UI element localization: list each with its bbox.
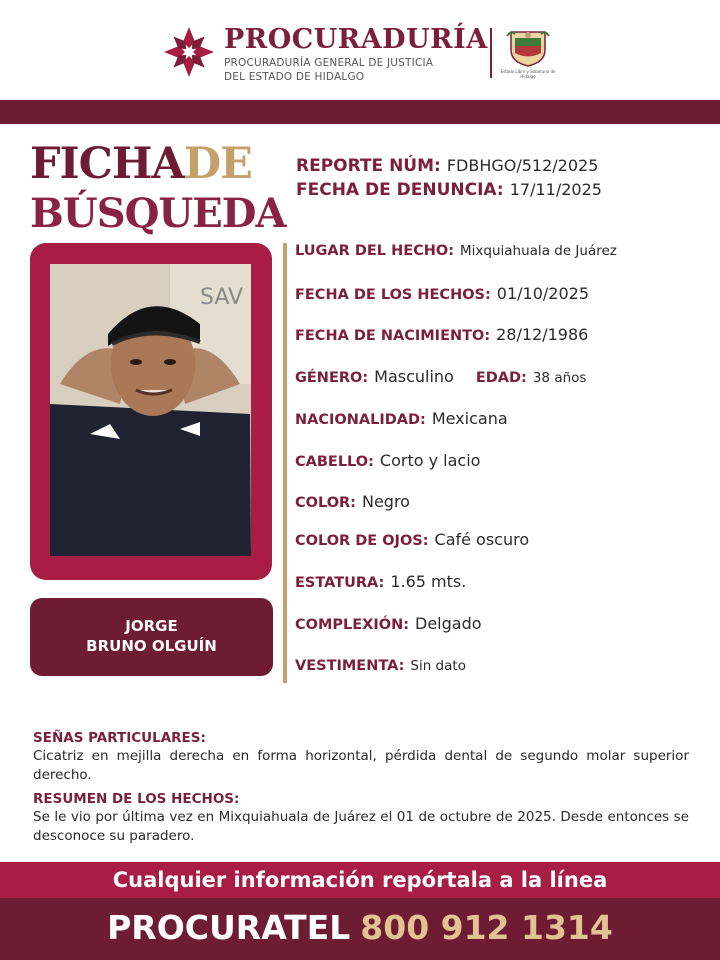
color-value: Negro [361,492,410,511]
header [0,0,720,100]
field-nacimiento [295,325,588,344]
nacionalidad-value: Mexicana [431,409,508,428]
resumen-text: Se le vio por última vez en Mixquiahuala de Juárez el 01 de octubre de 2025. Desde entonces se desconoce su paradero. [33,809,689,844]
genero-label: GÉNERO: [295,370,369,386]
cabello-label: CABELLO: [295,454,374,470]
report-number-value: FDBHGO/512/2025 [446,156,599,175]
person-name-box [30,598,273,676]
procuratel-phone[interactable]: 800 912 1314 [360,908,613,947]
person-silhouette [50,264,251,556]
svg-text:SAV: SAV [200,285,244,310]
cabello-value: Corto y lacio [379,451,481,470]
senas-label: SEÑAS PARTICULARES: [33,730,206,746]
report-date-label: FECHA DE DENUNCIA: [296,180,504,200]
complexion-label: COMPLEXIÓN: [295,617,410,633]
fecha-hechos-value: 01/10/2025 [496,284,589,303]
ojos-label: COLOR DE OJOS: [295,533,429,549]
person-first-name: JORGE [125,617,178,635]
report-date-value: 17/11/2025 [509,180,602,199]
title-ficha: FICHA [30,139,184,189]
fecha-hechos-label: FECHA DE LOS HECHOS: [295,287,491,303]
brand-subtitle-line1: PROCURADURÍA GENERAL DE JUSTICIA [224,57,434,69]
ojos-value: Café oscuro [434,530,530,549]
header-divider [490,28,492,78]
report-number-label: REPORTE NÚM: [296,156,441,176]
nacionalidad-label: NACIONALIDAD: [295,412,426,428]
field-fecha-hechos [295,284,589,303]
missing-person-photo [50,264,251,556]
estatura-value: 1.65 mts. [390,572,467,591]
genero-value: Masculino [374,367,454,386]
footer-info-band: Cualquier información repórtala a la línea [0,862,720,898]
field-complexion [295,614,482,633]
shield-caption: Estado Libre y Soberano de Hidalgo [500,69,556,79]
resumen-label: RESUMEN DE LOS HECHOS: [33,791,240,807]
nacimiento-label: FECHA DE NACIMIENTO: [295,328,491,344]
vestimenta-value: Sin dato [410,658,466,674]
field-estatura [295,572,466,591]
field-color [295,492,410,511]
gold-divider [283,243,287,683]
title-busqueda: BÚSQUEDA [30,190,286,237]
edad-label: EDAD: [475,370,527,386]
edad-value: 38 años [532,370,587,386]
procuraduria-star-logo-icon [163,26,215,78]
vestimenta-label: VESTIMENTA: [295,658,405,674]
field-genero-edad [295,367,586,386]
person-last-names: BRUNO OLGUÍN [86,637,217,655]
nacimiento-value: 28/12/1986 [496,325,589,344]
footer-phone-band [0,898,720,960]
title-de: DE [183,139,252,189]
title-ficha-de [30,140,252,188]
brand-subtitle-line2: DEL ESTADO DE HIDALGO [224,71,365,83]
lugar-label: LUGAR DEL HECHO: [295,243,455,259]
report-block [296,154,602,202]
field-cabello [295,451,480,470]
senas-text: Cicatriz en mejilla derecha en forma horizontal, pérdida dental de segundo molar superior derecho. [33,748,689,783]
brand-title: PROCURADURÍA [224,24,488,55]
field-ojos [295,530,529,549]
field-lugar [295,240,617,259]
field-nacionalidad [295,409,508,428]
top-band [0,100,720,124]
color-label: COLOR: [295,495,356,511]
procuratel-label: PROCURATEL [107,908,351,947]
estatura-label: ESTATURA: [295,575,385,591]
lugar-value: Mixquiahuala de Juárez [460,243,617,259]
field-vestimenta [295,655,466,674]
complexion-value: Delgado [415,614,482,633]
